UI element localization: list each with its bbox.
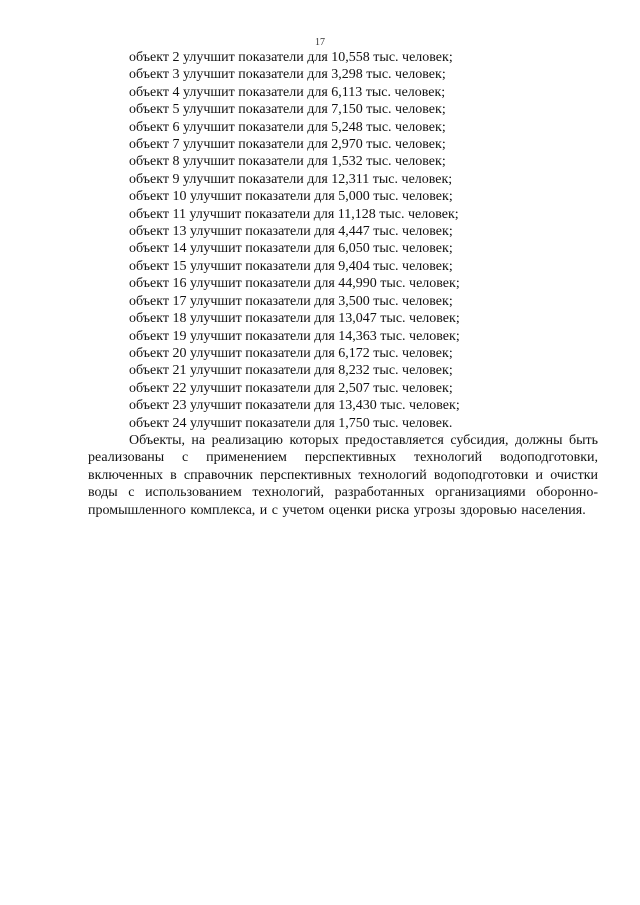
list-item: объект 7 улучшит показатели для 2,970 тыс. человек; xyxy=(129,137,446,153)
list-item: объект 6 улучшит показатели для 5,248 тыс. человек; xyxy=(129,119,446,135)
list-item: объект 3 улучшит показатели для 3,298 тыс. человек; xyxy=(129,67,446,83)
list-item: объект 4 улучшит показатели для 6,113 тыс. человек; xyxy=(129,84,446,100)
list-item: объект 13 улучшит показатели для 4,447 тыс. человек; xyxy=(129,224,453,240)
list-item: объект 8 улучшит показатели для 1,532 тыс. человек; xyxy=(129,154,446,170)
list-item: объект 21 улучшит показатели для 8,232 тыс. человек; xyxy=(129,363,453,379)
list-item: объект 9 улучшит показатели для 12,311 тыс. человек; xyxy=(129,171,453,187)
closing-paragraph: Объекты, на реализацию которых предоставляется субсидия, должны быть реализованы с применением перспективных технологий водоподготовки, включенных в справочник перспективных технологий водоподготовки и очистки воды с использованием технологий, разработанных организациями оборонно-промышленного комплекса, и с учетом оценки риска угрозы здоровью населения. xyxy=(88,432,598,518)
list-item: объект 22 улучшит показатели для 2,507 тыс. человек; xyxy=(129,380,453,396)
list-item: объект 19 улучшит показатели для 14,363 тыс. человек; xyxy=(129,328,460,344)
list-item: объект 11 улучшит показатели для 11,128 тыс. человек; xyxy=(129,206,459,222)
list-item: объект 20 улучшит показатели для 6,172 тыс. человек; xyxy=(129,345,453,361)
list-item: объект 16 улучшит показатели для 44,990 тыс. человек; xyxy=(129,276,460,292)
list-item: объект 18 улучшит показатели для 13,047 тыс. человек; xyxy=(129,311,460,327)
beneficiaries-list xyxy=(88,49,598,432)
list-item: объект 15 улучшит показатели для 9,404 тыс. человек; xyxy=(129,258,453,274)
list-item: объект 2 улучшит показатели для 10,558 тыс. человек; xyxy=(129,50,453,65)
list-item: объект 17 улучшит показатели для 3,500 тыс. человек; xyxy=(129,293,453,309)
document-body xyxy=(88,49,598,519)
list-item: объект 24 улучшит показатели для 1,750 тыс. человек. xyxy=(129,415,453,431)
list-item: объект 14 улучшит показатели для 6,050 тыс. человек; xyxy=(129,241,453,257)
list-item: объект 23 улучшит показатели для 13,430 тыс. человек; xyxy=(129,398,460,414)
page-number: 17 xyxy=(315,37,325,48)
list-item: объект 10 улучшит показатели для 5,000 тыс. человек; xyxy=(129,189,453,205)
list-item: объект 5 улучшит показатели для 7,150 тыс. человек; xyxy=(129,102,446,118)
